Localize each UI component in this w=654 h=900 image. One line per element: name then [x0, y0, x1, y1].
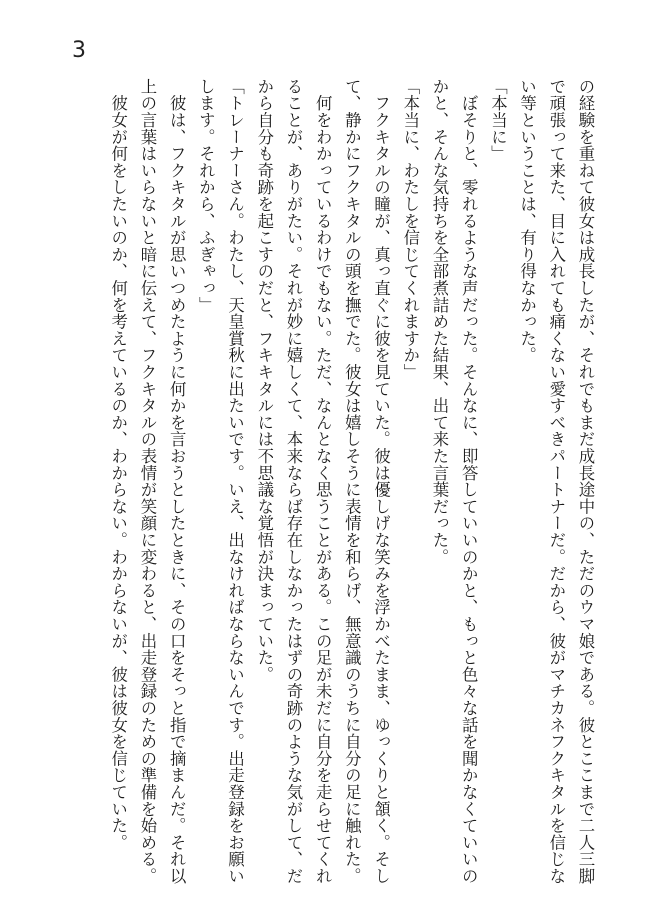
- text-line: い等ということは、有り得なかった。: [517, 78, 537, 364]
- text-line: 「本当に」: [488, 78, 508, 162]
- text-line: 「トレーナーさん。わたし、天皇賞秋に出たいです。いえ、出なければならないんです。出走登録をお願い: [225, 78, 245, 885]
- text-line: から自分も奇跡を起こすのだと、フキキタルには不思議な覚悟が決まっていた。: [254, 78, 274, 683]
- vertical-text-body: [104, 78, 600, 885]
- text-line: て、静かにフクキタルの頭を撫でた。彼女は嬉しそうに表情を和らげ、無意識のうちに自分の足に触れた。: [342, 78, 362, 885]
- text-line: フクキタルの瞳が、真っ直ぐに彼を見ていた。彼は優しげな笑みを浮かべたまま、ゆっくりと頷く。そし: [371, 78, 391, 885]
- text-line: かと、そんな気持ちを全部煮詰めた結果、出て来た言葉だった。: [429, 78, 449, 566]
- text-line: 「本当に、わたしを信じてくれますか」: [400, 78, 420, 381]
- text-line: 何をわかっているわけでもない。ただ、なんとなく思うことがある。この足が未だに自分を走らせてくれ: [313, 78, 333, 885]
- text-line: します。それから、ふぎゃっ」: [196, 78, 216, 314]
- text-line: 彼女が何をしたいのか、何を考えているのか、わからない。わからないが、彼は彼女を信じていた。: [108, 78, 128, 851]
- text-line: の経験を重ねて彼女は成長したが、それでもまだ成長途中の、ただのウマ娘である。彼とここまで二人三脚: [576, 78, 595, 885]
- text-line: 彼は、フクキタルが思いつめたように何かを言おうとしたときに、その口をそっと指で摘まんだ。それ以: [167, 78, 187, 885]
- text-line: ることが、ありがたい。それが妙に嬉しくて、本来ならば存在しなかったはずの奇跡のような気がして、だ: [283, 78, 303, 885]
- page-number: 3: [72, 38, 86, 63]
- text-line: 上の言葉はいらないと暗に伝えて、フクキタルの表情が笑顔に変わると、出走登録のための準備を始める。: [137, 78, 157, 885]
- text-line: ぼそりと、零れるような声だった。そんなに、即答していいのかと、もっと色々な話を聞かなくていいの: [459, 78, 479, 885]
- text-line: で頑張って来た、目に入れても痛くない愛すべきパートナーだ。だから、彼がマチカネフクキタルを信じな: [546, 78, 566, 885]
